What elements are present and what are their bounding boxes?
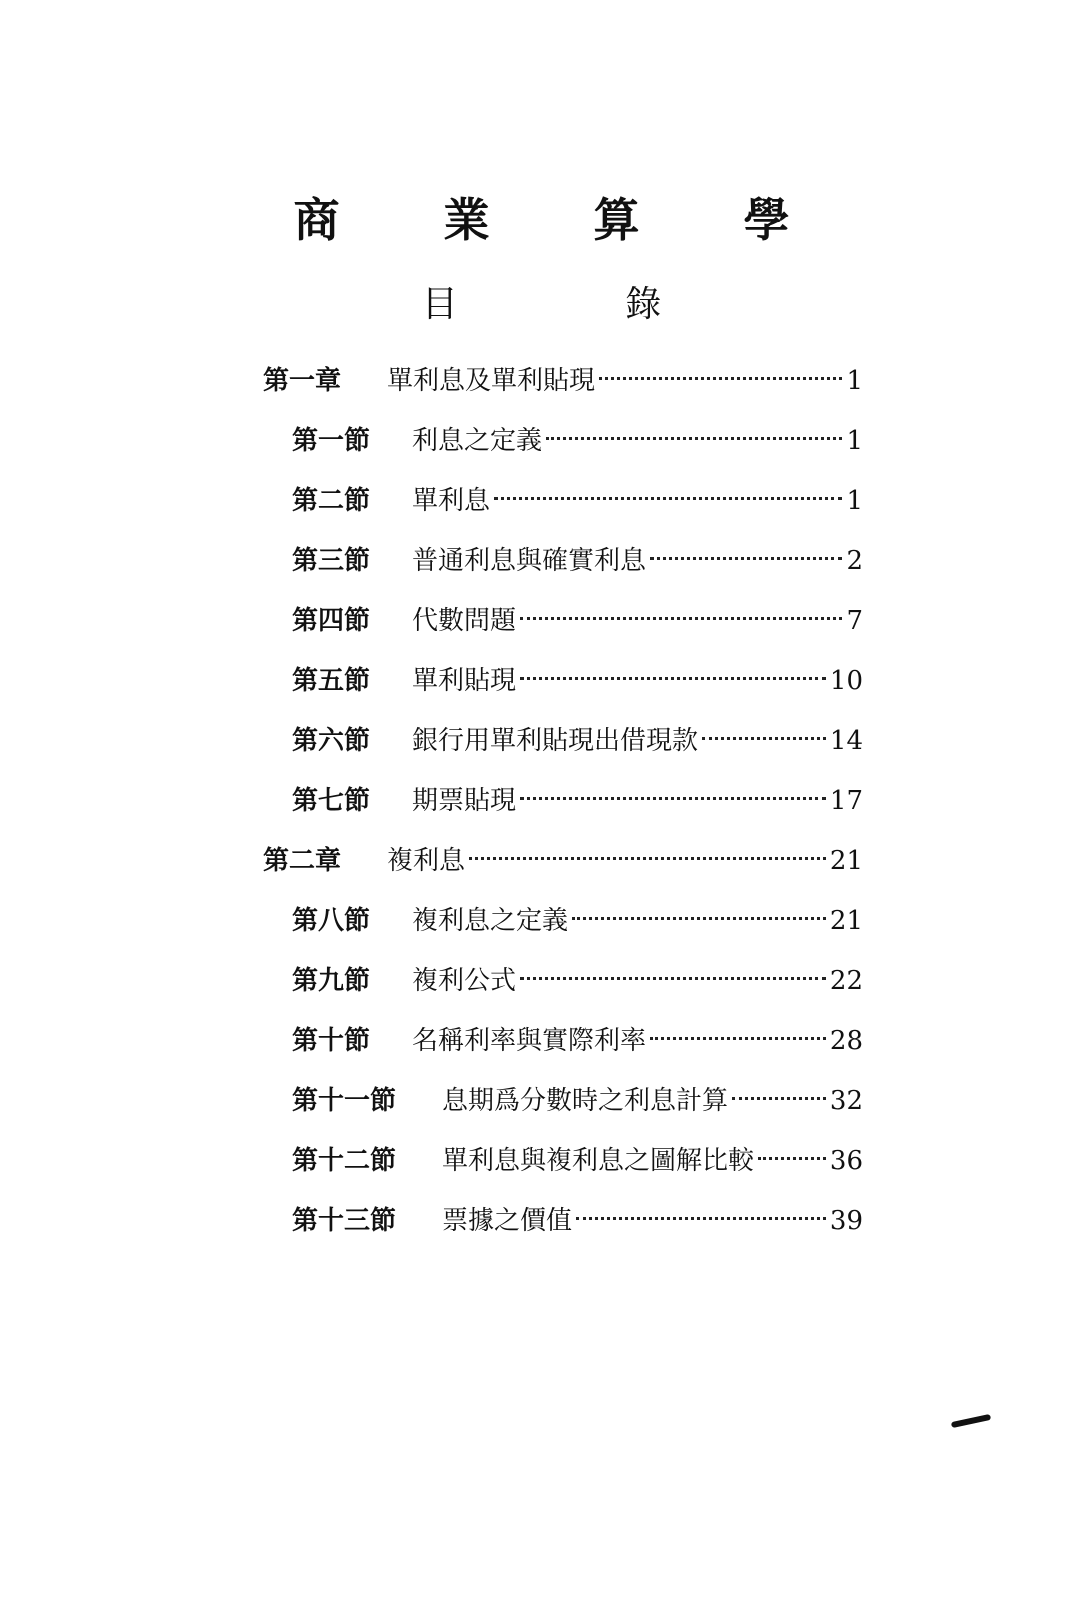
toc-entry-section-13[interactable] <box>292 1198 863 1244</box>
toc-entry-number: 第一章 <box>263 366 342 396</box>
dot-leader <box>572 917 826 920</box>
toc-entry-section-4[interactable] <box>292 598 863 644</box>
toc-entry-title: 名稱利率與實際利率 <box>412 1026 647 1056</box>
dot-leader <box>494 497 842 500</box>
toc-entry-title: 利息之定義 <box>412 426 543 456</box>
toc-entry-number: 第六節 <box>292 726 371 756</box>
toc-entry-page: 2 <box>846 546 863 576</box>
toc-entry-page: 39 <box>829 1206 863 1236</box>
toc-entry-title: 代數問題 <box>412 606 517 636</box>
toc-entry-number: 第二章 <box>263 846 342 876</box>
toc-entry-number: 第十三節 <box>292 1206 397 1236</box>
dot-leader <box>520 677 826 680</box>
toc-entry-page: 17 <box>829 786 863 816</box>
toc-entry-section-10[interactable] <box>292 1018 863 1064</box>
dot-leader <box>520 617 842 620</box>
toc-entry-page: 10 <box>829 666 863 696</box>
toc-entry-page: 36 <box>829 1146 863 1176</box>
toc-entry-title: 票據之價值 <box>442 1206 573 1236</box>
toc-entry-title: 複利公式 <box>412 966 517 996</box>
toc-entry-page: 21 <box>829 906 863 936</box>
toc-entry-section-2[interactable] <box>292 478 863 524</box>
toc-entry-section-6[interactable] <box>292 718 863 764</box>
toc-entry-section-9[interactable] <box>292 958 863 1004</box>
toc-entry-page: 21 <box>829 846 863 876</box>
toc-entry-title: 單利貼現 <box>412 666 517 696</box>
dot-leader <box>732 1097 826 1100</box>
toc-entry-page: 7 <box>846 606 863 636</box>
toc-heading: 目 錄 <box>421 284 740 325</box>
toc-entry-chapter-1[interactable] <box>263 358 863 404</box>
toc-entry-number: 第九節 <box>292 966 371 996</box>
dot-leader <box>599 377 842 380</box>
toc-entry-title: 銀行用單利貼現出借現款 <box>412 726 699 756</box>
toc-entry-number: 第一節 <box>292 426 371 456</box>
toc-entry-section-5[interactable] <box>292 658 863 704</box>
toc-entry-section-11[interactable] <box>292 1078 863 1124</box>
toc-entry-page: 14 <box>829 726 863 756</box>
dot-leader <box>576 1217 826 1220</box>
toc-entry-number: 第四節 <box>292 606 371 636</box>
toc-entry-number: 第十一節 <box>292 1086 397 1116</box>
toc-entry-title: 單利息與複利息之圖解比較 <box>442 1146 755 1176</box>
toc-entry-number: 第七節 <box>292 786 371 816</box>
toc-entry-section-1[interactable] <box>292 418 863 464</box>
toc-entry-number: 第八節 <box>292 906 371 936</box>
toc-entry-number: 第二節 <box>292 486 371 516</box>
toc-entry-page: 1 <box>846 426 863 456</box>
toc-entry-page: 32 <box>829 1086 863 1116</box>
toc-entry-title: 息期爲分數時之利息計算 <box>442 1086 729 1116</box>
dot-leader <box>469 857 826 860</box>
toc-entry-title: 普通利息與確實利息 <box>412 546 647 576</box>
toc-entry-title: 單利息 <box>412 486 491 516</box>
toc-entry-page: 28 <box>829 1026 863 1056</box>
dot-leader <box>520 797 826 800</box>
toc-entry-section-3[interactable] <box>292 538 863 584</box>
dot-leader <box>702 737 826 740</box>
dot-leader <box>650 557 842 560</box>
toc-entry-title: 期票貼現 <box>412 786 517 816</box>
dot-leader <box>650 1037 826 1040</box>
toc-entry-number: 第十節 <box>292 1026 371 1056</box>
dot-leader <box>546 437 842 440</box>
toc-entry-number: 第三節 <box>292 546 371 576</box>
toc-entry-title: 複利息之定義 <box>412 906 569 936</box>
dot-leader <box>758 1157 826 1160</box>
toc-entry-page: 1 <box>846 366 863 396</box>
page-corner-mark <box>951 1414 991 1428</box>
toc-entry-chapter-2[interactable] <box>263 838 863 884</box>
toc-entry-section-12[interactable] <box>292 1138 863 1184</box>
toc-entry-title: 單利息及單利貼現 <box>387 366 596 396</box>
toc-entry-page: 22 <box>829 966 863 996</box>
toc-entry-number: 第五節 <box>292 666 371 696</box>
toc-entry-page: 1 <box>846 486 863 516</box>
toc-entry-section-7[interactable] <box>292 778 863 824</box>
book-title: 商 業 算 學 <box>293 193 834 247</box>
toc-entry-title: 複利息 <box>387 846 466 876</box>
dot-leader <box>520 977 826 980</box>
toc-entry-number: 第十二節 <box>292 1146 397 1176</box>
toc-entry-section-8[interactable] <box>292 898 863 944</box>
